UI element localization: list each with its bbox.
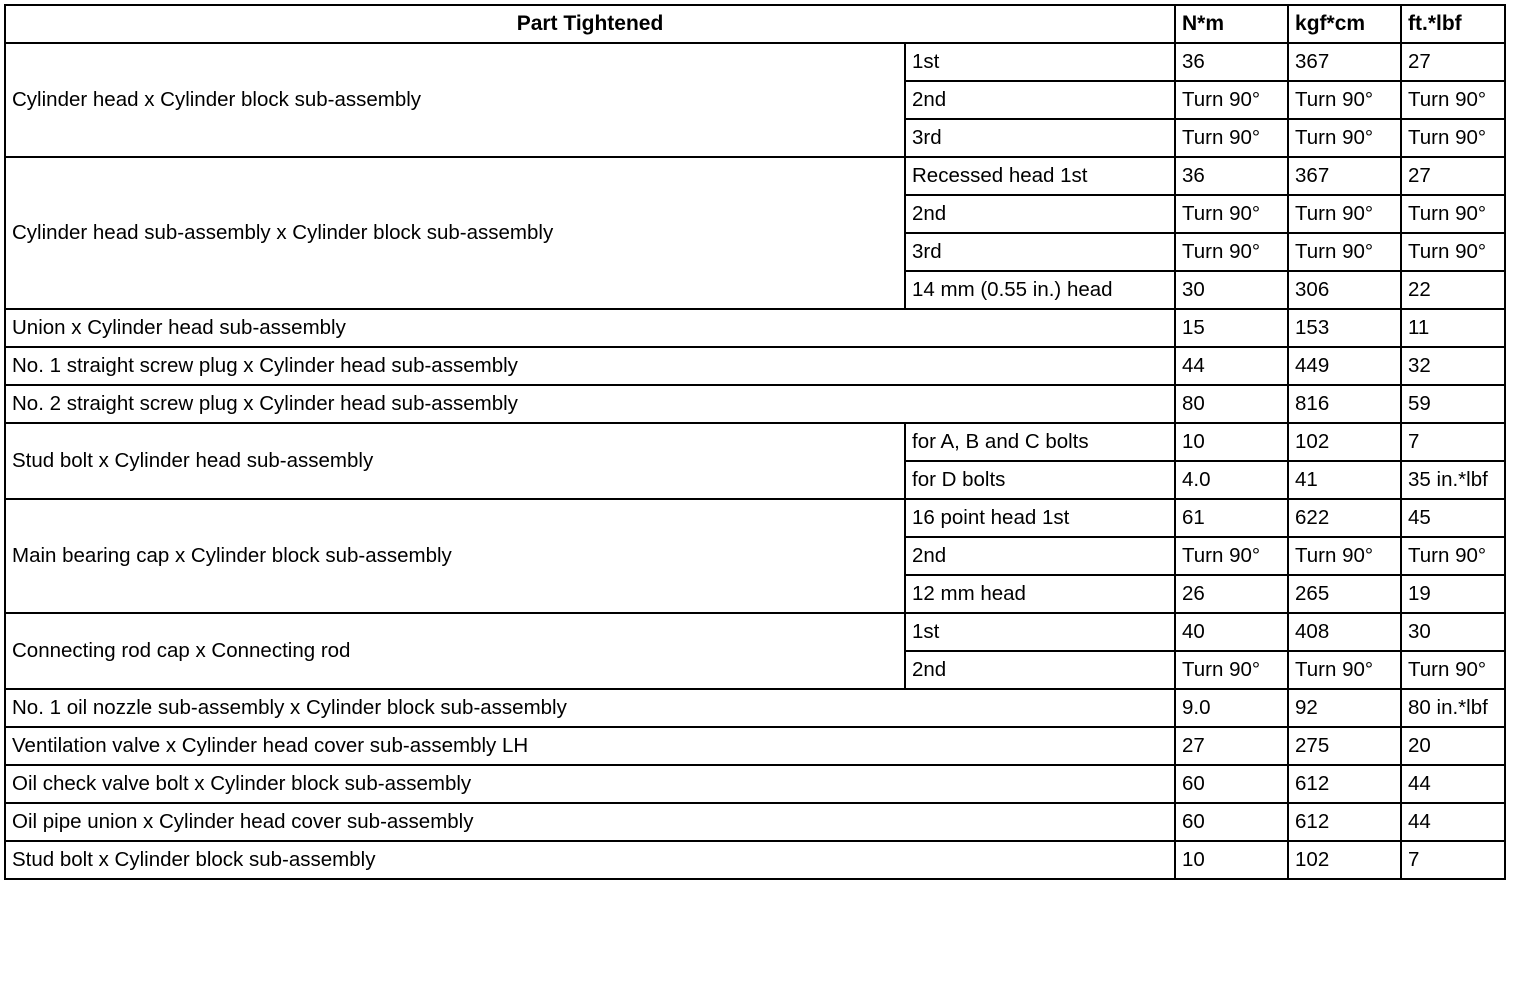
torque-ftlbf-cell: 7 [1401, 423, 1505, 461]
torque-ftlbf-cell: 19 [1401, 575, 1505, 613]
torque-nm-cell: 30 [1175, 271, 1288, 309]
torque-ftlbf-cell: 44 [1401, 803, 1505, 841]
torque-nm-cell: Turn 90° [1175, 119, 1288, 157]
torque-ftlbf-cell: 35 in.*lbf [1401, 461, 1505, 499]
table-row [5, 347, 1505, 385]
torque-kgfcm-cell: 153 [1288, 309, 1401, 347]
part-tightened-cell: Connecting rod cap x Connecting rod [5, 613, 905, 689]
tightening-step-cell: 1st [905, 43, 1175, 81]
torque-nm-cell: 60 [1175, 803, 1288, 841]
tightening-step-cell: for A, B and C bolts [905, 423, 1175, 461]
torque-kgfcm-cell: Turn 90° [1288, 81, 1401, 119]
torque-ftlbf-cell: 45 [1401, 499, 1505, 537]
table-row [5, 423, 1505, 461]
torque-kgfcm-cell: Turn 90° [1288, 195, 1401, 233]
torque-kgfcm-cell: 367 [1288, 157, 1401, 195]
torque-nm-cell: 60 [1175, 765, 1288, 803]
torque-kgfcm-cell: 622 [1288, 499, 1401, 537]
torque-ftlbf-cell: 27 [1401, 157, 1505, 195]
column-header-part-tightened: Part Tightened [5, 5, 1175, 43]
torque-kgfcm-cell: Turn 90° [1288, 119, 1401, 157]
torque-nm-cell: 10 [1175, 423, 1288, 461]
tightening-step-cell: 2nd [905, 537, 1175, 575]
torque-kgfcm-cell: Turn 90° [1288, 537, 1401, 575]
torque-ftlbf-cell: 44 [1401, 765, 1505, 803]
part-tightened-cell: No. 1 straight screw plug x Cylinder head sub-assembly [5, 347, 1175, 385]
torque-kgfcm-cell: 92 [1288, 689, 1401, 727]
torque-ftlbf-cell: Turn 90° [1401, 81, 1505, 119]
part-tightened-cell: Main bearing cap x Cylinder block sub-assembly [5, 499, 905, 613]
part-tightened-cell: No. 2 straight screw plug x Cylinder head sub-assembly [5, 385, 1175, 423]
torque-ftlbf-cell: Turn 90° [1401, 537, 1505, 575]
torque-nm-cell: 9.0 [1175, 689, 1288, 727]
torque-ftlbf-cell: 11 [1401, 309, 1505, 347]
torque-kgfcm-cell: 816 [1288, 385, 1401, 423]
tightening-step-cell: for D bolts [905, 461, 1175, 499]
torque-kgfcm-cell: 612 [1288, 765, 1401, 803]
torque-nm-cell: Turn 90° [1175, 651, 1288, 689]
tightening-step-cell: 2nd [905, 651, 1175, 689]
column-header-kgfcm: kgf*cm [1288, 5, 1401, 43]
torque-nm-cell: 15 [1175, 309, 1288, 347]
tightening-step-cell: 3rd [905, 119, 1175, 157]
torque-kgfcm-cell: 102 [1288, 423, 1401, 461]
column-header-ftlbf: ft.*lbf [1401, 5, 1505, 43]
torque-kgfcm-cell: 306 [1288, 271, 1401, 309]
torque-kgfcm-cell: 275 [1288, 727, 1401, 765]
tightening-step-cell: Recessed head 1st [905, 157, 1175, 195]
torque-kgfcm-cell: 102 [1288, 841, 1401, 879]
table-row [5, 765, 1505, 803]
table-row [5, 727, 1505, 765]
torque-specification-table [4, 4, 1506, 880]
torque-ftlbf-cell: 7 [1401, 841, 1505, 879]
torque-nm-cell: Turn 90° [1175, 537, 1288, 575]
torque-nm-cell: 80 [1175, 385, 1288, 423]
torque-ftlbf-cell: 30 [1401, 613, 1505, 651]
torque-nm-cell: 10 [1175, 841, 1288, 879]
tightening-step-cell: 16 point head 1st [905, 499, 1175, 537]
torque-nm-cell: 36 [1175, 157, 1288, 195]
part-tightened-cell: Cylinder head sub-assembly x Cylinder block sub-assembly [5, 157, 905, 309]
tightening-step-cell: 2nd [905, 81, 1175, 119]
torque-ftlbf-cell: 80 in.*lbf [1401, 689, 1505, 727]
tightening-step-cell: 14 mm (0.55 in.) head [905, 271, 1175, 309]
part-tightened-cell: Oil check valve bolt x Cylinder block sub-assembly [5, 765, 1175, 803]
torque-kgfcm-cell: 265 [1288, 575, 1401, 613]
torque-ftlbf-cell: 20 [1401, 727, 1505, 765]
tightening-step-cell: 3rd [905, 233, 1175, 271]
torque-ftlbf-cell: 32 [1401, 347, 1505, 385]
table-row [5, 157, 1505, 195]
torque-nm-cell: 36 [1175, 43, 1288, 81]
tightening-step-cell: 12 mm head [905, 575, 1175, 613]
part-tightened-cell: Ventilation valve x Cylinder head cover sub-assembly LH [5, 727, 1175, 765]
part-tightened-cell: Stud bolt x Cylinder head sub-assembly [5, 423, 905, 499]
part-tightened-cell: Stud bolt x Cylinder block sub-assembly [5, 841, 1175, 879]
torque-nm-cell: 27 [1175, 727, 1288, 765]
torque-nm-cell: 44 [1175, 347, 1288, 385]
torque-kgfcm-cell: 612 [1288, 803, 1401, 841]
torque-nm-cell: Turn 90° [1175, 233, 1288, 271]
torque-kgfcm-cell: 449 [1288, 347, 1401, 385]
table-row [5, 499, 1505, 537]
torque-nm-cell: 26 [1175, 575, 1288, 613]
table-row [5, 803, 1505, 841]
table-header-row [5, 5, 1505, 43]
table-row [5, 43, 1505, 81]
torque-nm-cell: 4.0 [1175, 461, 1288, 499]
table-row [5, 841, 1505, 879]
part-tightened-cell: Union x Cylinder head sub-assembly [5, 309, 1175, 347]
column-header-nm: N*m [1175, 5, 1288, 43]
part-tightened-cell: Cylinder head x Cylinder block sub-assembly [5, 43, 905, 157]
torque-ftlbf-cell: 27 [1401, 43, 1505, 81]
torque-ftlbf-cell: Turn 90° [1401, 233, 1505, 271]
table-row [5, 689, 1505, 727]
table-header [5, 5, 1505, 43]
torque-ftlbf-cell: 22 [1401, 271, 1505, 309]
torque-ftlbf-cell: 59 [1401, 385, 1505, 423]
torque-ftlbf-cell: Turn 90° [1401, 195, 1505, 233]
torque-nm-cell: 40 [1175, 613, 1288, 651]
torque-nm-cell: Turn 90° [1175, 81, 1288, 119]
table-body [5, 43, 1505, 879]
torque-kgfcm-cell: 41 [1288, 461, 1401, 499]
part-tightened-cell: Oil pipe union x Cylinder head cover sub-assembly [5, 803, 1175, 841]
torque-nm-cell: Turn 90° [1175, 195, 1288, 233]
tightening-step-cell: 2nd [905, 195, 1175, 233]
torque-kgfcm-cell: 367 [1288, 43, 1401, 81]
torque-ftlbf-cell: Turn 90° [1401, 651, 1505, 689]
table-row [5, 309, 1505, 347]
torque-kgfcm-cell: Turn 90° [1288, 651, 1401, 689]
torque-nm-cell: 61 [1175, 499, 1288, 537]
torque-ftlbf-cell: Turn 90° [1401, 119, 1505, 157]
table-row [5, 613, 1505, 651]
torque-kgfcm-cell: Turn 90° [1288, 233, 1401, 271]
tightening-step-cell: 1st [905, 613, 1175, 651]
part-tightened-cell: No. 1 oil nozzle sub-assembly x Cylinder block sub-assembly [5, 689, 1175, 727]
torque-kgfcm-cell: 408 [1288, 613, 1401, 651]
table-row [5, 385, 1505, 423]
